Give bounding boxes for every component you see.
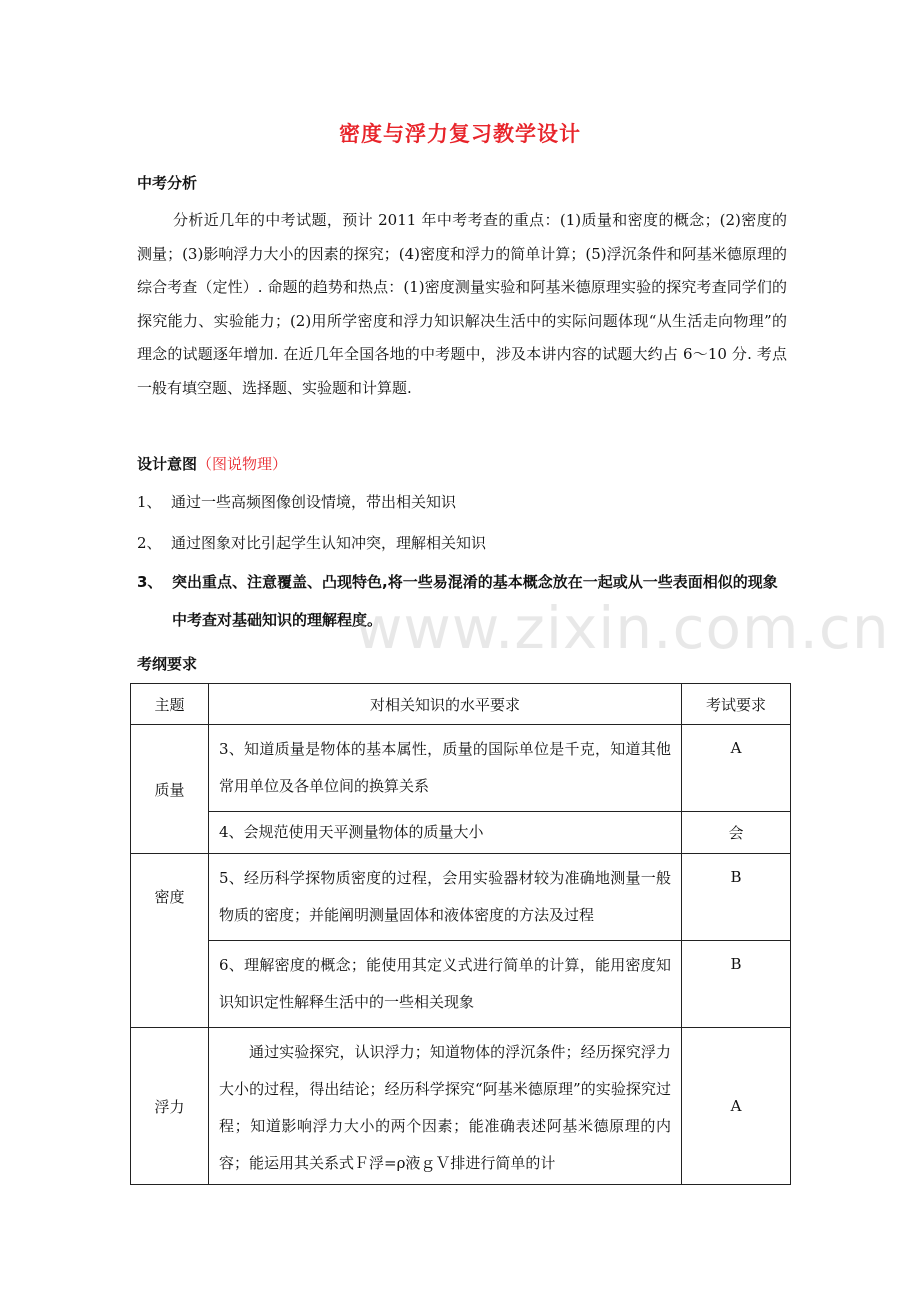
table-header-row bbox=[131, 684, 791, 725]
design-intent-label: 设计意图 bbox=[137, 455, 198, 473]
syllabus-table bbox=[130, 683, 791, 1185]
list-item-text: 通过一些高频图像创设情境，带出相关知识 bbox=[171, 493, 457, 511]
desc-cell: 通过实验探究，认识浮力；知道物体的浮沉条件；经历探究浮力大小的过程，得出结论；经历科学探究“阿基米德原理”的实验探究过程；知道影响浮力大小的两个因素；能准确表述阿基米德原理的内容；能运用其关系式Ｆ浮=ρ液ｇＶ排进行简单的计 bbox=[209, 1028, 682, 1185]
req-cell: 会 bbox=[682, 812, 791, 854]
table-row bbox=[131, 1028, 791, 1185]
list-item bbox=[137, 532, 486, 553]
watermark: www.zixin.com.cn bbox=[355, 594, 890, 662]
desc-cell: 6、理解密度的概念；能使用其定义式进行简单的计算，能用密度知识知识定性解释生活中的一些相关现象 bbox=[209, 941, 682, 1028]
list-item bbox=[137, 491, 456, 512]
list-item-number: 1、 bbox=[137, 493, 162, 511]
topic-cell-mass: 质量 bbox=[131, 725, 209, 854]
section-heading-syllabus: 考纲要求 bbox=[137, 655, 198, 673]
list-item-text: 通过图象对比引起学生认知冲突，理解相关知识 bbox=[171, 534, 487, 552]
list-item-number: 3、 bbox=[137, 573, 163, 591]
section-heading-design-intent bbox=[137, 453, 287, 474]
document-title: 密度与浮力复习教学设计 bbox=[339, 122, 581, 146]
table-row bbox=[131, 812, 791, 854]
desc-cell: 4、会规范使用天平测量物体的质量大小 bbox=[209, 812, 682, 854]
header-level: 对相关知识的水平要求 bbox=[209, 684, 682, 725]
desc-cell: 3、知道质量是物体的基本属性，质量的国际单位是千克，知道其他常用单位及各单位间的换算关系 bbox=[209, 725, 682, 812]
design-intent-note: （图说物理） bbox=[197, 455, 288, 473]
section-heading-exam-analysis: 中考分析 bbox=[137, 174, 198, 192]
req-cell: A bbox=[682, 1028, 791, 1185]
header-topic: 主题 bbox=[131, 684, 209, 725]
list-item-text: 突出重点、注意覆盖、凸现特色,将一些易混淆的基本概念放在一起或从一些表面相似的现象中考查对基础知识的理解程度。 bbox=[172, 573, 778, 629]
exam-analysis-paragraph: 分析近几年的中考试题，预计 2011 年中考考查的重点：(1)质量和密度的概念；(2)密度的测量；(3)影响浮力大小的因素的探究；(4)密度和浮力的简单计算；(5)浮沉条件和阿基米德原理的综合考查（定性）. 命题的趋势和热点：(1)密度测量实验和阿基米德原理实验的探究考查同学们的探究能力、实验能力；(2)用所学密度和浮力知识解决生活中的实际问题体现“从生活走向物理”的理念的试题逐年增加. 在近几年全国各地的中考题中，涉及本讲内容的试题大约占 6～10 分. 考点一般有填空题、选择题、实验题和计算题. bbox=[137, 211, 787, 397]
req-cell: B bbox=[682, 941, 791, 1028]
topic-cell-density: 密度 bbox=[131, 854, 209, 1028]
req-cell: A bbox=[682, 725, 791, 812]
table-row bbox=[131, 725, 791, 812]
req-cell: B bbox=[682, 854, 791, 941]
table-row bbox=[131, 941, 791, 1028]
desc-cell: 5、经历科学探物质密度的过程，会用实验器材较为准确地测量一般物质的密度；并能阐明测量固体和液体密度的方法及过程 bbox=[209, 854, 682, 941]
header-exam-req: 考试要求 bbox=[682, 684, 791, 725]
list-item-number: 2、 bbox=[137, 534, 162, 552]
topic-cell-buoyancy: 浮力 bbox=[131, 1028, 209, 1185]
table-row bbox=[131, 854, 791, 941]
